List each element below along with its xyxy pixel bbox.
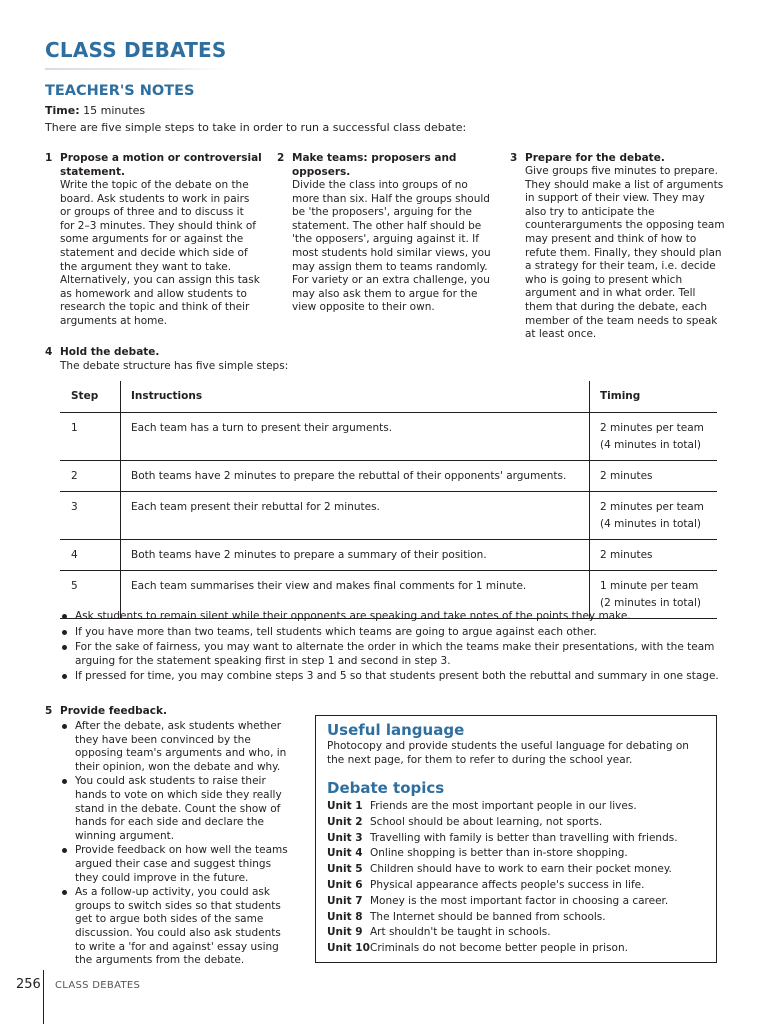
step-number: 4 bbox=[45, 346, 53, 358]
cell-step: 5 bbox=[60, 571, 121, 619]
step-body: Write the topic of the debate on the board. Ask students to work in pairs or groups of three and to discuss it for 2–3 minutes. They should think of some arguments for or against the statement and decide which side of the argument they want to take. Alternatively, you can assign this task as homework and allow students to research the topic and think of their arguments at home. bbox=[60, 179, 260, 327]
list-item bbox=[327, 910, 712, 926]
list-item: If pressed for time, you may combine steps 3 and 5 so that students present both the rebuttal and summary in one stage. bbox=[60, 670, 720, 684]
useful-language-heading: Useful language bbox=[327, 721, 465, 739]
topic-text: School should be about learning, not sports. bbox=[370, 815, 603, 828]
timing-line: (4 minutes in total) bbox=[600, 439, 701, 451]
cell-timing bbox=[590, 540, 718, 571]
debate-topics-list bbox=[327, 799, 712, 957]
step-number: 2 bbox=[277, 152, 285, 164]
topic-unit: Unit 3 bbox=[327, 831, 363, 844]
cell-timing bbox=[590, 461, 718, 492]
timing-line: 1 minute per team bbox=[600, 580, 699, 592]
step-number: 3 bbox=[510, 152, 518, 164]
timing-line: (2 minutes in total) bbox=[600, 597, 701, 609]
time-value: 15 minutes bbox=[83, 104, 146, 117]
feedback-list bbox=[60, 720, 290, 969]
topic-unit: Unit 6 bbox=[327, 878, 363, 891]
topic-unit: Unit 9 bbox=[327, 926, 363, 939]
list-item bbox=[327, 894, 712, 910]
teachers-notes-heading: TEACHER'S NOTES bbox=[45, 83, 195, 99]
list-item bbox=[327, 815, 712, 831]
list-item: You could ask students to raise their hands to vote on which side they really stand in the debate. Count the show of hands for each side and declare the winning argument. bbox=[60, 775, 290, 843]
list-item bbox=[327, 846, 712, 862]
footer-divider bbox=[43, 970, 44, 1024]
table-row bbox=[60, 413, 717, 461]
debate-tips-list bbox=[60, 610, 720, 686]
list-item bbox=[327, 878, 712, 894]
cell-instruction: Both teams have 2 minutes to prepare a summary of their position. bbox=[121, 540, 590, 571]
topic-unit: Unit 1 bbox=[327, 800, 363, 812]
topic-text: Physical appearance affects people's success in life. bbox=[370, 878, 645, 891]
topic-text: Friends are the most important people in our lives. bbox=[370, 800, 637, 812]
topic-text: Travelling with family is better than travelling with friends. bbox=[370, 831, 678, 844]
cell-step: 4 bbox=[60, 540, 121, 571]
timing-line: 2 minutes per team bbox=[600, 501, 704, 513]
debate-topics-heading: Debate topics bbox=[327, 779, 445, 797]
page-title: CLASS DEBATES bbox=[45, 38, 227, 62]
list-item bbox=[327, 799, 712, 815]
step-body: Give groups five minutes to prepare. They should make a list of arguments in support of their view. They may also try to anticipate the counterarguments the opposing team may present and think of how to refute them. Finally, they should plan a strategy for their team, i.e. decide who is going to present which argument and in what order. Tell them that during the debate, each member of the team needs to speak at least once. bbox=[525, 165, 725, 341]
step-number: 5 bbox=[45, 705, 53, 717]
list-item bbox=[327, 862, 712, 878]
list-item: After the debate, ask students whether they have been convinced by the opposing team's arguments and who, in their opinion, won the debate and why. bbox=[60, 720, 290, 774]
table-header-row bbox=[60, 381, 717, 413]
topic-unit: Unit 8 bbox=[327, 910, 363, 923]
topic-unit: Unit 2 bbox=[327, 815, 363, 828]
topic-text: The Internet should be banned from schools. bbox=[370, 910, 606, 923]
step-heading: Hold the debate. bbox=[60, 346, 160, 358]
cell-timing bbox=[590, 492, 718, 540]
topic-text: Money is the most important factor in choosing a career. bbox=[370, 894, 669, 907]
page-number: 256 bbox=[16, 977, 41, 992]
list-item bbox=[327, 941, 712, 957]
cell-step: 1 bbox=[60, 413, 121, 461]
cell-timing bbox=[590, 413, 718, 461]
step-body: The debate structure has five simple steps: bbox=[60, 360, 289, 372]
debate-structure-table bbox=[60, 381, 717, 619]
list-item: For the sake of fairness, you may want to alternate the order in which the teams make their presentations, with the team arguing for the statement speaking first in step 1 and second in step 3. bbox=[60, 641, 720, 668]
list-item: Ask students to remain silent while their opponents are speaking and take notes of the points they make. bbox=[60, 610, 720, 624]
table-row bbox=[60, 461, 717, 492]
useful-language-text: Photocopy and provide students the useful language for debating on the next page, for them to refer to during the school year. bbox=[327, 740, 689, 766]
timing-line: 2 minutes bbox=[600, 470, 653, 482]
footer-section-label: CLASS DEBATES bbox=[55, 980, 141, 991]
title-underline bbox=[45, 68, 225, 70]
list-item: Provide feedback on how well the teams argued their case and suggest things they could improve in the future. bbox=[60, 844, 290, 885]
column-header-instructions: Instructions bbox=[121, 381, 590, 413]
table-row bbox=[60, 540, 717, 571]
time-label: Time: bbox=[45, 104, 80, 117]
topic-unit: Unit 10 bbox=[327, 942, 370, 955]
intro-text: There are five simple steps to take in order to run a successful class debate: bbox=[45, 121, 467, 134]
step-heading: Prepare for the debate. bbox=[525, 152, 665, 164]
cell-instruction: Both teams have 2 minutes to prepare the rebuttal of their opponents' arguments. bbox=[121, 461, 590, 492]
cell-step: 3 bbox=[60, 492, 121, 540]
timing-line: (4 minutes in total) bbox=[600, 518, 701, 530]
cell-step: 2 bbox=[60, 461, 121, 492]
list-item: If you have more than two teams, tell students which teams are going to argue against each other. bbox=[60, 626, 720, 640]
topic-unit: Unit 5 bbox=[327, 863, 363, 876]
list-item bbox=[327, 925, 712, 941]
topic-unit: Unit 7 bbox=[327, 894, 363, 907]
time-line bbox=[45, 104, 145, 118]
list-item bbox=[327, 831, 712, 847]
timing-line: 2 minutes bbox=[600, 549, 653, 561]
topic-unit: Unit 4 bbox=[327, 847, 363, 860]
table-row bbox=[60, 492, 717, 540]
column-header-step: Step bbox=[60, 381, 121, 413]
column-header-timing: Timing bbox=[590, 381, 718, 413]
cell-instruction: Each team present their rebuttal for 2 minutes. bbox=[121, 492, 590, 540]
cell-instruction: Each team has a turn to present their arguments. bbox=[121, 413, 590, 461]
topic-text: Online shopping is better than in-store shopping. bbox=[370, 847, 628, 860]
step-number: 1 bbox=[45, 152, 53, 164]
topic-text: Art shouldn't be taught in schools. bbox=[370, 926, 551, 939]
topic-text: Children should have to work to earn their pocket money. bbox=[370, 863, 672, 876]
step-heading: Make teams: proposers and opposers. bbox=[292, 152, 457, 178]
useful-language-box bbox=[315, 715, 717, 963]
step-heading: Provide feedback. bbox=[60, 705, 167, 717]
step-heading: Propose a motion or controversial statement. bbox=[60, 152, 262, 178]
topic-text: Criminals do not become better people in prison. bbox=[370, 942, 628, 955]
step-body: Divide the class into groups of no more than six. Half the groups should be 'the proposers', arguing for the statement. The other half should be 'the opposers', arguing against it. If most students hold similar views, you may assign them to teams randomly. For variety or an extra challenge, you may also ask them to argue for the view opposite to their own. bbox=[292, 179, 491, 314]
cell-instruction: Each team summarises their view and makes final comments for 1 minute. bbox=[121, 571, 590, 619]
timing-line: 2 minutes per team bbox=[600, 422, 704, 434]
list-item: As a follow-up activity, you could ask groups to switch sides so that students get to argue both sides of the same discussion. You could also ask students to write a 'for and against' essay using the arguments from the debate. bbox=[60, 886, 290, 968]
